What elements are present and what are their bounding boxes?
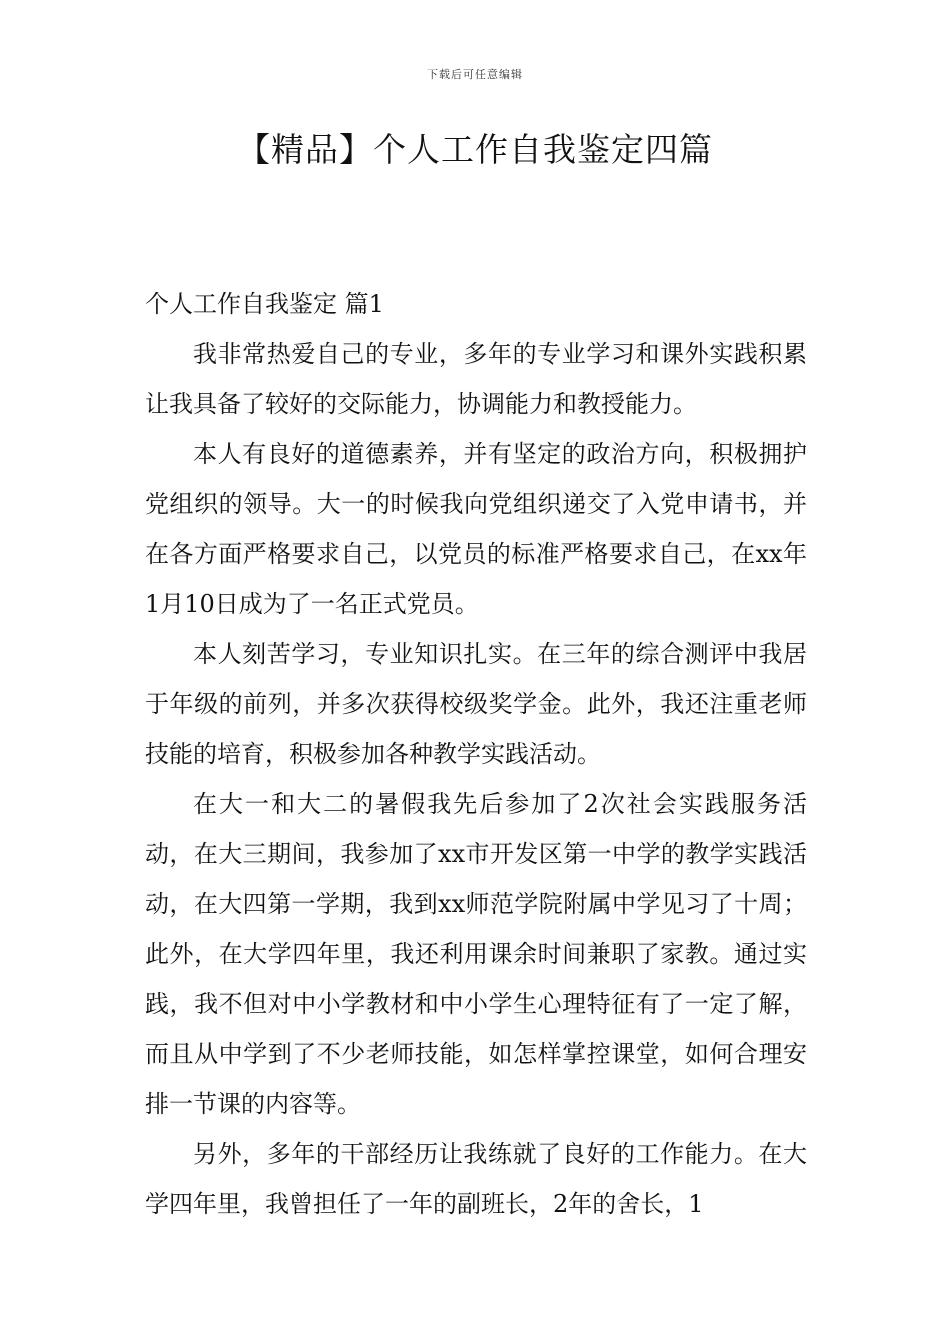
paragraph-3: 本人刻苦学习，专业知识扎实。在三年的综合测评中我居于年级的前列，并多次获得校级奖学金。此外，我还注重老师技能的培育，积极参加各种教学实践活动。: [145, 640, 807, 768]
document-body: [145, 279, 807, 1229]
document-title: 【精品】个人工作自我鉴定四篇: [237, 130, 713, 169]
section-heading: 个人工作自我鉴定 篇1: [145, 290, 384, 318]
paragraph-4: 在大一和大二的暑假我先后参加了2次社会实践服务活动，在大三期间，我参加了xx市开发区第一中学的教学实践活动，在大四第一学期，我到xx师范学院附属中学见习了十周；此外，在大学四年里，我还利用课余时间兼职了家教。通过实践，我不但对中小学教材和中小学生心理特征有了一定了解，而且从中学到了不少老师技能，如怎样掌控课堂，如何合理安排一节课的内容等。: [145, 790, 807, 1118]
paragraph-2: 本人有良好的道德素养，并有坚定的政治方向，积极拥护党组织的领导。大一的时候我向党组织递交了入党申请书，并在各方面严格要求自己，以党员的标准严格要求自己，在xx年1月10日成为了一名正式党员。: [145, 440, 807, 618]
paragraph-5: 另外，多年的干部经历让我练就了良好的工作能力。在大学四年里，我曾担任了一年的副班长，2年的舍长，1: [145, 1140, 807, 1218]
header-note: 下载后可任意编辑: [427, 68, 523, 81]
paragraph-1: 我非常热爱自己的专业，多年的专业学习和课外实践积累让我具备了较好的交际能力，协调能力和教授能力。: [145, 340, 807, 418]
